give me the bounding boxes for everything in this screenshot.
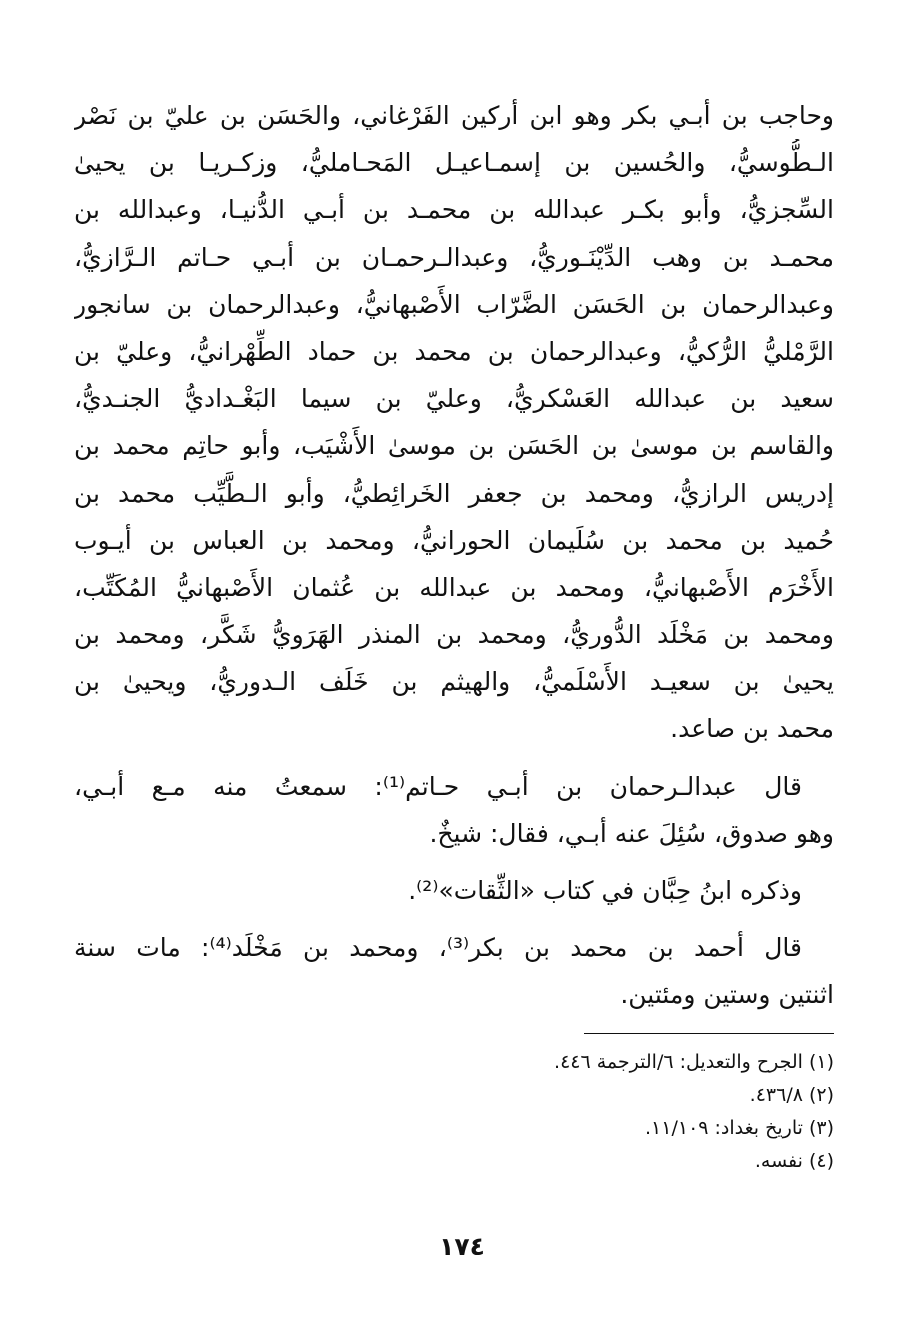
text-line: محمـد بن وهب الدِّيْنَـوريُّ، وعبدالـرحمـان بن أبـي حـاتم الـرَّازيُّ، — [74, 242, 834, 272]
footnote-number: (٢) — [808, 1083, 834, 1106]
text-line: وعبدالرحمان بن الحَسَن الضَّرّاب الأَصْبهانيُّ، وعبدالرحمان بن سانجور — [74, 289, 834, 319]
text-line: حُميد بن محمد بن سُلَيمان الحورانيُّ، ومحمد بن العباس بن أيـوب — [74, 525, 834, 555]
footnote-item — [74, 1046, 834, 1079]
text-line: وحاجب بن أبـي بكر وهو ابن أركين الفَرْغاني، والحَسَن بن عليّ بن نَصْر — [74, 101, 834, 130]
footnote-item — [74, 1112, 834, 1145]
footnote-text: تاريخ بغداد: ١١/١٠٩. — [645, 1116, 803, 1139]
footnote-number: (٣) — [808, 1116, 834, 1139]
footnote-text: الجرح والتعديل: ٦/الترجمة ٤٤٦. — [554, 1050, 803, 1073]
paragraph-ibn-abi-hatim-cont — [74, 810, 834, 857]
paragraph-ibn-abi-hatim — [74, 763, 834, 810]
document-page — [74, 92, 834, 1292]
text-line: والقاسم بن موسىٰ بن الحَسَن بن موسىٰ الأَشْيَب، وأبو حاتِم محمد بن — [74, 431, 834, 461]
text-line: إدريس الرازيُّ، ومحمد بن جعفر الخَرائِطيُّ، وأبو الـطَّيِّب محمد بن — [74, 478, 834, 508]
text-line: وهو صدوق، سُئِلَ عنه أبـي، فقال: شيخٌ. — [429, 818, 834, 848]
text-line: الـطُّوسيُّ، والحُسين بن إسمـاعيـل المَحـامليُّ، وزكـريـا بن يحيىٰ — [74, 148, 834, 178]
text-line: سعيد بن عبدالله العَسْكريُّ، وعليّ بن سيما البَغْـداديُّ الجنـديُّ، — [74, 384, 834, 414]
paragraph-ibn-hibban — [74, 867, 834, 914]
text-line: وذكره ابنُ حِبَّان في كتاب «الثِّقات»⁽²⁾. — [408, 876, 802, 905]
footnotes — [74, 1046, 834, 1178]
text-line: يحيىٰ بن سعيـد الأَسْلَميُّ، والهيثم بن خَلَف الـدوريُّ، ويحيىٰ بن — [74, 667, 834, 697]
text-line: محمد بن صاعد. — [670, 714, 834, 744]
page-number: ١٧٤ — [439, 1232, 485, 1261]
footnote-number: (١) — [808, 1050, 834, 1073]
text-line: قال عبدالـرحمان بن أبـي حـاتم⁽¹⁾: سمعتُ منه مـع أبـي، — [74, 771, 802, 801]
footnote-item — [74, 1079, 834, 1112]
text-line: السِّجزيُّ، وأبو بكـر عبدالله بن محمـد بن أبـي الدُّنيـا، وعبدالله بن — [74, 195, 834, 225]
text-line: ومحمد بن مَخْلَد الدُّوريُّ، ومحمد بن المنذر الهَرَويُّ شَكَّر، ومحمد بن — [74, 620, 834, 650]
footnote-text: نفسه. — [754, 1149, 803, 1172]
text-line: اثنتين وستين ومئتين. — [620, 980, 834, 1010]
main-text — [74, 92, 834, 1019]
footnote-divider — [584, 1033, 834, 1034]
footnote-text: ٤٣٦/٨. — [749, 1083, 803, 1106]
text-line: الأَخْرَم الأَصْبهانيُّ، ومحمد بن عبدالله بن عُثمان الأَصْبهانيُّ المُكَتِّب، — [74, 572, 834, 602]
paragraph-death-date-cont — [74, 971, 834, 1018]
paragraph-narrators — [74, 92, 834, 753]
footnote-item — [74, 1145, 834, 1178]
footnote-number: (٤) — [808, 1149, 834, 1172]
text-line: قال أحمد بن محمد بن بكر⁽³⁾، ومحمد بن مَخْلَد⁽⁴⁾: مات سنة — [74, 933, 802, 963]
paragraph-death-date — [74, 924, 834, 971]
text-line: الرَّمْليُّ الرُّكيُّ، وعبدالرحمان بن محمد بن حماد الطِّهْرانيُّ، وعليّ بن — [74, 336, 834, 366]
